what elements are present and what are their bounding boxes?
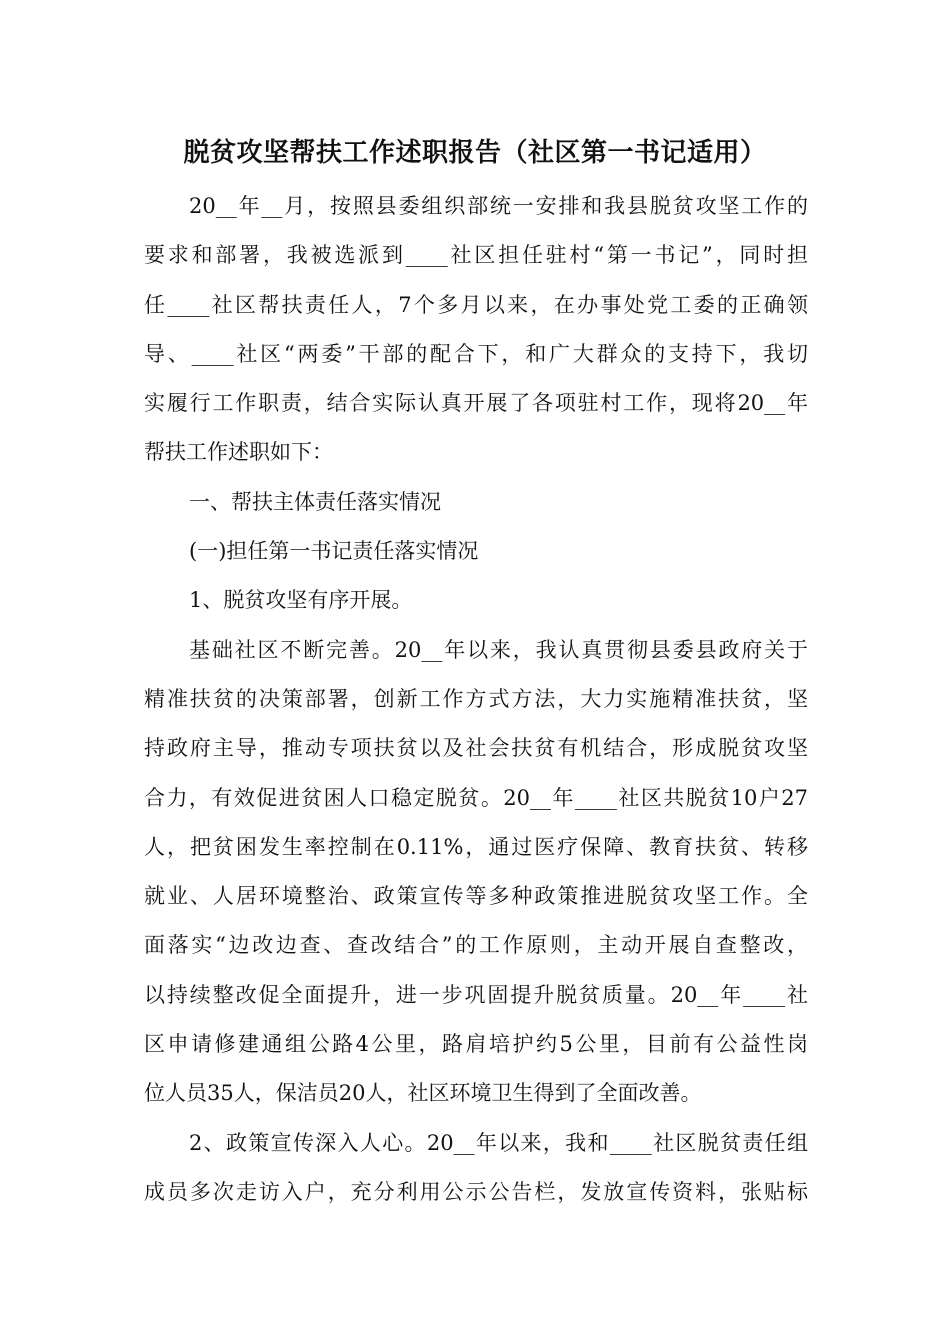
text-line: 以持续整改促全面提升，进一步巩固提升脱贫质量。20__年____社 (144, 982, 808, 1007)
text-line: 一、帮扶主体责任落实情况 (189, 489, 441, 514)
text-line: 1、脱贫攻坚有序开展。 (189, 588, 413, 613)
text-line: 人，把贫困发生率控制在0.11%，通过医疗保障、教育扶贫、转移 (144, 834, 808, 859)
text-line: 面落实“边改边查、查改结合”的工作原则，主动开展自查整改， (144, 933, 808, 958)
text-line: 成员多次走访入户，充分利用公示公告栏，发放宣传资料，张贴标 (144, 1179, 808, 1204)
text-line: 位人员35人，保洁员20人，社区环境卫生得到了全面改善。 (144, 1081, 702, 1106)
text-line: 任____社区帮扶责任人，7个多月以来，在办事处党工委的正确领 (144, 292, 808, 317)
document-body (144, 182, 808, 1217)
text-line: (一)担任第一书记责任落实情况 (189, 539, 479, 564)
text-line: 要求和部署，我被选派到____社区担任驻村“第一书记”，同时担 (144, 243, 808, 268)
text-line: 实履行工作职责，结合实际认真开展了各项驻村工作，现将20__年 (144, 391, 808, 416)
text-line: 20__年__月，按照县委组织部统一安排和我县脱贫攻坚工作的 (189, 194, 808, 218)
document-title: 脱贫攻坚帮扶工作述职报告（社区第一书记适用） (183, 138, 767, 168)
text-line: 持政府主导，推动专项扶贫以及社会扶贫有机结合，形成脱贫攻坚 (144, 736, 808, 761)
text-line: 区申请修建通组公路4公里，路肩培护约5公里，目前有公益性岗 (144, 1032, 808, 1057)
text-line: 导、____社区“两委”干部的配合下，和广大群众的支持下，我切 (144, 341, 808, 366)
text-line: 精准扶贫的决策部署，创新工作方式方法，大力实施精准扶贫，坚 (144, 686, 808, 711)
text-line: 2、政策宣传深入人心。20__年以来，我和____社区脱贫责任组 (189, 1130, 808, 1155)
text-line: 基础社区不断完善。20__年以来，我认真贯彻县委县政府关于 (189, 637, 808, 662)
text-line: 就业、人居环境整治、政策宣传等多种政策推进脱贫攻坚工作。全 (144, 884, 808, 909)
text-line: 帮扶工作述职如下： (144, 440, 333, 465)
text-line: 合力，有效促进贫困人口稳定脱贫。20__年____社区共脱贫10户27 (144, 785, 808, 810)
